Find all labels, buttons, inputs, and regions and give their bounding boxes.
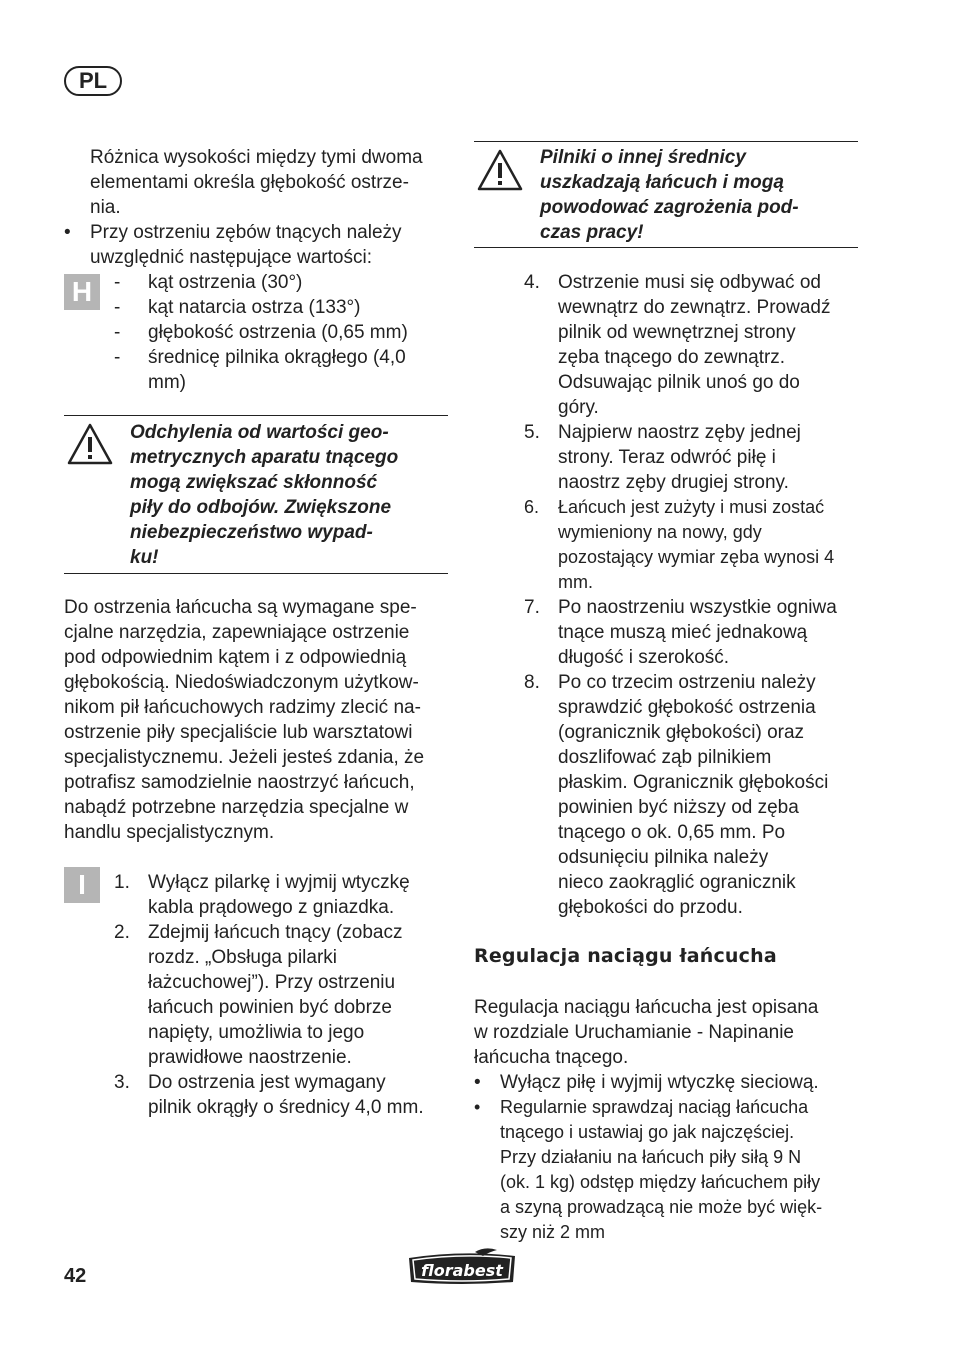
warning-box-geometry: [64, 415, 448, 574]
text-line: łańcuch powinien być dobrze: [148, 997, 392, 1018]
text-line: mm.: [558, 572, 593, 592]
section-marker-i: I: [64, 867, 100, 903]
text-line: uwzględnić następujące wartości:: [90, 247, 372, 268]
text-line: Łańcuch jest zużyty i musi zostać: [558, 497, 825, 517]
text-line: wymieniony na nowy, gdy: [558, 522, 762, 542]
list-item: [474, 595, 858, 670]
step-number: 6.: [524, 497, 540, 517]
text-line: Pilniki o innej średnicy: [540, 147, 746, 168]
text-line: łańcucha tnącego.: [474, 1047, 629, 1068]
step-number: 2.: [114, 922, 130, 943]
list-item: [474, 495, 858, 595]
bullet-line: • Regularnie sprawdzaj naciąg łańcucha: [474, 1095, 858, 1120]
text-line: tnącego o ok. 0,65 mm. Po: [558, 822, 786, 843]
text-line: tnącego i ustawiaj go jak najczęściej.: [500, 1122, 795, 1142]
text-line: łażcuchowej”). Przy ostrzeniu: [148, 972, 396, 993]
text-line: pilnik od wewnętrznej strony: [558, 322, 796, 343]
text-line: ku!: [130, 547, 159, 568]
text-line: czas pracy!: [540, 222, 644, 243]
warning-box-file-diameter: [474, 141, 858, 248]
dash-item: - kąt ostrzenia (30°): [64, 270, 448, 295]
step-number: 5.: [524, 422, 540, 443]
dash-item: - średnicę pilnika okrągłego (4,0: [64, 345, 448, 370]
text-line: szy niż 2 mm: [500, 1222, 606, 1242]
text-line: rozdz. „Obsługa pilarki: [148, 947, 338, 968]
text-line: uszkadzają łańcuch i mogą: [540, 172, 784, 193]
section-heading: Regulacja naciągu łańcucha: [474, 945, 777, 967]
list-item: [474, 270, 858, 420]
tools-paragraph: [64, 595, 448, 845]
svg-text:florabest: florabest: [421, 1261, 503, 1280]
steps-list-right: [474, 270, 858, 920]
bullet-line: • Przy ostrzeniu zębów tnących należy: [64, 220, 448, 245]
text-line: zęba tnącego do zewnątrz.: [558, 347, 786, 368]
text-line: Odchylenia od wartości geo-: [130, 422, 389, 443]
step-number: 4.: [524, 272, 540, 293]
text-line: Regulacja naciągu łańcucha jest opisana: [474, 997, 819, 1018]
tension-paragraph: [474, 995, 858, 1245]
bullet-line: • Wyłącz piłę i wyjmij wtyczkę sieciową.: [474, 1070, 858, 1095]
text-line: głębokością. Niedoświadczonym użytkow-: [64, 672, 419, 693]
dash-item: - głębokość ostrzenia (0,65 mm): [64, 320, 448, 345]
text-line: mogą zwiększać skłonność: [130, 472, 378, 493]
text-line: mm): [148, 372, 186, 393]
intro-text: [64, 145, 448, 395]
warning-triangle-icon: [66, 422, 114, 466]
text-line: napięty, umożliwia to jego: [148, 1022, 365, 1043]
text-line: prawidłowe naostrzenie.: [148, 1047, 352, 1068]
text-line: (ok. 1 kg) odstęp między łańcuchem piły: [500, 1172, 821, 1192]
text-line: sprawdzić głębokość ostrzenia: [558, 697, 816, 718]
page-number: 42: [64, 1265, 87, 1287]
text-line: pilnik okrągły o średnicy 4,0 mm.: [148, 1097, 424, 1118]
text-line: doszlifować ząb pilnikiem: [558, 747, 772, 768]
text-line: (ogranicznik głębokości) oraz: [558, 722, 805, 743]
text-line: nia.: [90, 197, 121, 218]
text-line: Do ostrzenia łańcucha są wymagane spe-: [64, 597, 417, 618]
text-line: a szyną prowadzącą nie może być więk-: [500, 1197, 823, 1217]
warning-triangle-icon: [476, 148, 524, 192]
step-number: 8.: [524, 672, 540, 693]
text-line: Do ostrzenia jest wymagany: [148, 1072, 386, 1093]
text-line: elementami określa głębokość ostrze-: [90, 172, 409, 193]
dash-item: - kąt natarcia ostrza (133°): [64, 295, 448, 320]
text-line: tnące muszą mieć jednakową: [558, 622, 808, 643]
text-line: nikom pił łańcuchowych radzimy zlecić na-: [64, 697, 421, 718]
text-line: Odsuwając pilnik unoś go do: [558, 372, 800, 393]
text-line: Po naostrzeniu wszystkie ogniwa: [558, 597, 837, 618]
list-item: [474, 1095, 858, 1245]
text-line: powinien być niższy od zęba: [558, 797, 799, 818]
text-line: nabądź potrzebne narzędzia specjalne w: [64, 797, 409, 818]
text-line: niebezpieczeństwo wypad-: [130, 522, 373, 543]
text-line: cjalne narzędzia, zapewniające ostrzenie: [64, 622, 410, 643]
text-line: handlu specjalistycznym.: [64, 822, 275, 843]
text-line: odsunięciu pilnika należy: [558, 847, 769, 868]
step-number: 3.: [114, 1072, 130, 1093]
text-line: góry.: [558, 397, 599, 418]
text-line: metrycznych aparatu tnącego: [130, 447, 399, 468]
text-line: powodować zagrożenia pod-: [540, 197, 799, 218]
text-line: głębokości do przodu.: [558, 897, 743, 918]
text-line: kabla prądowego z gniazdka.: [148, 897, 395, 918]
list-item: [474, 670, 858, 920]
text-line: strony. Teraz odwróć piłę i: [558, 447, 776, 468]
text-line: płaskim. Ogranicznik głębokości: [558, 772, 829, 793]
warning-text: [130, 420, 448, 570]
text-line: Różnica wysokości między tymi dwoma: [90, 147, 423, 168]
text-line: pozostający wymiar zęba wynosi 4: [558, 547, 835, 567]
text-line: w rozdziale Uruchamianie - Napinanie: [474, 1022, 794, 1043]
warning-text: [540, 145, 858, 245]
list-item: [64, 870, 448, 920]
text-line: Po co trzecim ostrzeniu należy: [558, 672, 816, 693]
text-line: pod odpowiednim kątem i z odpowiednią: [64, 647, 407, 668]
text-line: wewnątrz do zewnątrz. Prowadź: [558, 297, 831, 318]
language-badge: PL: [64, 66, 122, 96]
section-marker-h: H: [64, 274, 100, 310]
florabest-logo: [405, 1248, 519, 1288]
text-line: naostrz zęby drugiej strony.: [558, 472, 789, 493]
text-line: długość i szerokość.: [558, 647, 730, 668]
text-line: specjalistycznemu. Jeżeli jesteś zdania, że: [64, 747, 425, 768]
steps-list-left: [64, 870, 448, 1120]
list-item: [64, 920, 448, 1070]
step-number: 7.: [524, 597, 540, 618]
text-line: Przy działaniu na łańcuch piły siłą 9 N: [500, 1147, 802, 1167]
text-line: Ostrzenie musi się odbywać od: [558, 272, 821, 293]
text-line: potrafisz samodzielnie naostrzyć łańcuch,: [64, 772, 415, 793]
step-number: 1.: [114, 872, 130, 893]
text-line: Wyłącz pilarkę i wyjmij wtyczkę: [148, 872, 410, 893]
text-line: Najpierw naostrz zęby jednej: [558, 422, 801, 443]
text-line: piły do odbojów. Zwiększone: [130, 497, 392, 518]
text-line: Zdejmij łańcuch tnący (zobacz: [148, 922, 403, 943]
text-line: nieco zaokrąglić ogranicznik: [558, 872, 796, 893]
list-item: [64, 1070, 448, 1120]
text-line: ostrzenie piły specjaliście lub warsztatowi: [64, 722, 413, 743]
list-item: [474, 420, 858, 495]
